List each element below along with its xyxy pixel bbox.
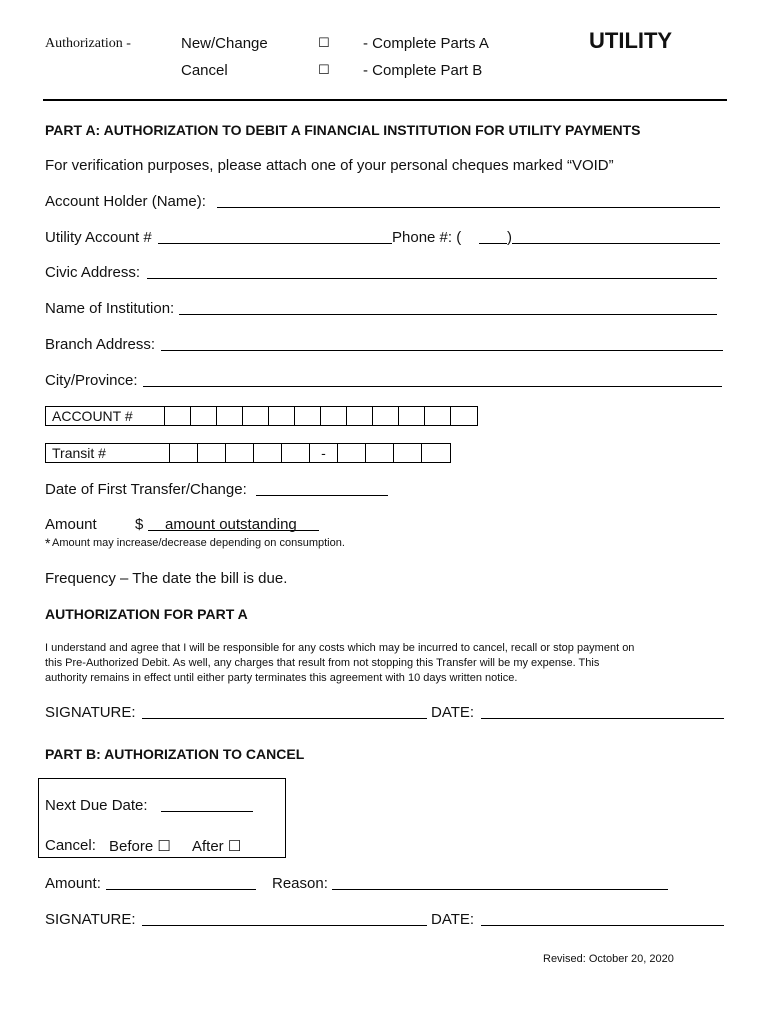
utility-account-label: Utility Account # (45, 229, 152, 246)
reason-field[interactable] (332, 889, 668, 890)
civic-address-field[interactable] (147, 278, 717, 279)
amount-note-asterisk: * (45, 535, 51, 551)
cancel-before-checkbox[interactable]: Before ☐ (109, 838, 171, 855)
transit-digit-cell[interactable] (170, 444, 198, 462)
transit-number-label: Transit # (46, 444, 170, 462)
cancel-checkbox[interactable]: ☐ (318, 63, 330, 78)
phone-paren: ) (507, 229, 512, 246)
option-cancel-note: - Complete Part B (363, 62, 483, 79)
date-first-transfer-field[interactable] (256, 495, 388, 496)
account-digit-cell[interactable] (191, 407, 217, 425)
transit-digit-cell[interactable] (338, 444, 366, 462)
transit-number-box (45, 443, 451, 463)
account-digit-cell[interactable] (451, 407, 477, 425)
signature-a-label: SIGNATURE: (45, 704, 136, 721)
account-digit-cell[interactable] (243, 407, 269, 425)
transit-digit-cell[interactable] (366, 444, 394, 462)
transit-digit-cell[interactable] (226, 444, 254, 462)
account-digit-cell[interactable] (425, 407, 451, 425)
account-digit-cell[interactable] (373, 407, 399, 425)
cancel-after-checkbox[interactable]: After ☐ (192, 838, 242, 855)
header-divider (43, 99, 727, 101)
account-number-label: ACCOUNT # (46, 407, 165, 425)
account-digit-cell[interactable] (399, 407, 425, 425)
signature-b-label: SIGNATURE: (45, 911, 136, 928)
account-holder-field[interactable] (217, 207, 720, 208)
option-new-change-label: New/Change (181, 35, 268, 52)
phone-number-field[interactable] (512, 243, 720, 244)
date-b-label: DATE: (431, 911, 475, 928)
institution-label: Name of Institution: (45, 300, 175, 317)
account-digit-cell[interactable] (269, 407, 295, 425)
branch-address-field[interactable] (161, 350, 723, 351)
phone-label: Phone #: ( (392, 229, 462, 246)
account-digit-cell[interactable] (217, 407, 243, 425)
city-province-label: City/Province: (45, 372, 138, 389)
date-first-transfer-label: Date of First Transfer/Change: (45, 481, 247, 498)
revised-date: Revised: October 20, 2020 (543, 953, 674, 965)
next-due-date-field[interactable] (161, 811, 253, 812)
account-digit-cell[interactable] (295, 407, 321, 425)
institution-field[interactable] (179, 314, 717, 315)
amount-label: Amount (45, 516, 97, 533)
branch-address-label: Branch Address: (45, 336, 156, 353)
utility-account-field[interactable] (158, 243, 392, 244)
cancel-timing-label: Cancel: (45, 837, 96, 854)
account-number-box (45, 406, 478, 426)
date-b-field[interactable] (481, 925, 724, 926)
account-digit-cell[interactable] (347, 407, 373, 425)
part-a-heading: PART A: AUTHORIZATION TO DEBIT A FINANCIAL INSTITUTION FOR UTILITY PAYMENTS (45, 122, 641, 138)
next-due-date-label: Next Due Date: (45, 797, 148, 814)
authorization-a-paragraph (45, 641, 735, 686)
signature-b-field[interactable] (142, 925, 427, 926)
date-a-label: DATE: (431, 704, 475, 721)
paragraph-line: authority remains in effect until either party terminates this agreement with 10 days written notice. (45, 672, 518, 684)
part-b-heading: PART B: AUTHORIZATION TO CANCEL (45, 746, 305, 762)
authorization-label: Authorization - (45, 36, 131, 51)
amount-b-label: Amount: (45, 875, 101, 892)
paragraph-line: this Pre-Authorized Debit. As well, any charges that result from not stopping this Transfer will be my expense. This (45, 657, 600, 669)
signature-a-field[interactable] (142, 718, 427, 719)
frequency-text: Frequency – The date the bill is due. (45, 570, 288, 587)
city-province-field[interactable] (143, 386, 722, 387)
date-a-field[interactable] (481, 718, 724, 719)
amount-note: Amount may increase/decrease depending on consumption. (52, 537, 345, 549)
transit-digit-cell[interactable] (198, 444, 226, 462)
verification-text: For verification purposes, please attach one of your personal cheques marked “VOID” (45, 157, 614, 174)
transit-separator: - (310, 444, 338, 462)
reason-label: Reason: (272, 875, 328, 892)
authorization-a-heading: AUTHORIZATION FOR PART A (45, 606, 248, 622)
phone-area-code-field[interactable] (479, 243, 507, 244)
form-title: UTILITY (589, 28, 673, 53)
amount-b-field[interactable] (106, 889, 256, 890)
account-digit-cell[interactable] (165, 407, 191, 425)
transit-digit-cell[interactable] (254, 444, 282, 462)
option-new-change-note: - Complete Parts A (363, 35, 489, 52)
amount-value: amount outstanding (165, 516, 297, 533)
transit-digit-cell[interactable] (422, 444, 450, 462)
new-change-checkbox[interactable]: ☐ (318, 36, 330, 51)
paragraph-line: I understand and agree that I will be responsible for any costs which may be incurred to cancel, recall or stop payment on (45, 642, 635, 654)
amount-currency: $ (135, 516, 144, 533)
transit-digit-cell[interactable] (282, 444, 310, 462)
transit-digit-cell[interactable] (394, 444, 422, 462)
account-holder-label: Account Holder (Name): (45, 193, 206, 210)
civic-address-label: Civic Address: (45, 264, 141, 281)
account-digit-cell[interactable] (321, 407, 347, 425)
option-cancel-label: Cancel (181, 62, 228, 79)
